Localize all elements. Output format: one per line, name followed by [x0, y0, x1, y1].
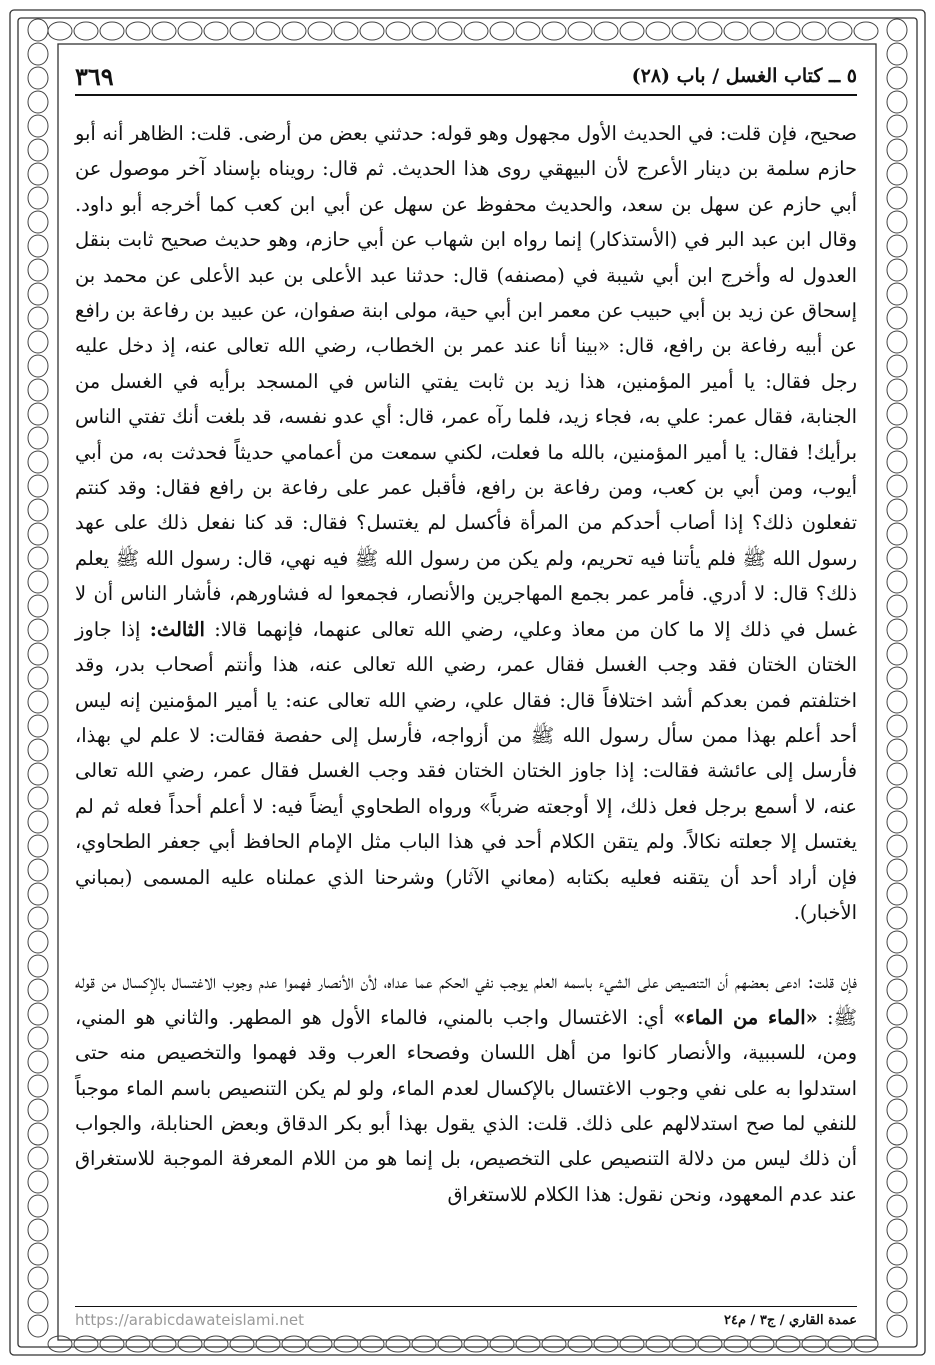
border-ornament: [28, 1027, 48, 1049]
border-ornament: [386, 22, 410, 40]
border-ornament: [282, 22, 306, 40]
border-ornament: [464, 1336, 488, 1352]
border-ornament: [620, 1336, 644, 1352]
border-ornament: [887, 403, 907, 425]
border-ornament: [126, 22, 150, 40]
border-ornament: [887, 67, 907, 89]
border-ornament: [360, 22, 384, 40]
border-ornament: [28, 883, 48, 905]
border-ornament: [28, 163, 48, 185]
border-ornament: [887, 379, 907, 401]
border-ornament: [334, 22, 358, 40]
border-ornament: [887, 1171, 907, 1193]
paragraph-1-text: صحيح، فإن قلت: في الحديث الأول مجهول وهو قوله: حدثني بعض من أرضى. قلت: الظاهر أنه أبو حازم سلمة بن دينار الأعرج لأن البيهقي روى هذا الحديث. ثم قال: رويناه بإسناد آخر موصول عن أبي حازم عن سهل بن سعد، والحديث محفوظ عن سهل عن أبي ابن كعب كما أخرجه أبو داود. وقال ابن عبد البر في (الأستذكار) إنما رواه ابن شهاب عن أبي حازم، وهو حديث صحيح ثابت بنقل العدول له وأخرج ابن أبي شيبة في (مصنفه) قال: حدثنا عبد الأعلى بن عبد الأعلى عن محمد بن إسحاق عن زيد بن أبي حبيب عن معمر ابن أبي حية، مولى ابنة صفوان، عن عبيد بن رفاعة بن رافع عن أبيه رفاعة بن رافع، قال: «بينا أنا عند عمر بن الخطاب، رضي الله تعالى عنه، إذ دخل عليه رجل فقال: يا أمير المؤمنين، هذا زيد بن ثابت يفتي الناس في المسجد برأيه في الغسل من الجنابة، فقال عمر: علي به، فجاء زيد، فلما رآه عمر، قال: أي عدو نفسه، قد بلغت أنك تفتي الناس برأيك! فقال: يا أمير المؤمنين، بالله ما فعلت، لكني سمعت من أعمامي حديثاً فحدثت به، من أبي أيوب، ومن أبي بن كعب، ومن رفاعة بن رافع، فأقبل عمر على رفاعة بن رافع فقال: وقد كنتم تفعلون ذلك؟ إذا أصاب أحدكم من المرأة فأكسل لم يغتسل؟ فقال: قد كنا نفعل ذلك على عهد رسول الله ﷺ فلم يأتنا فيه تحريم، ولم يكن من رسول الله ﷺ فيه نهي، قال: رسول الله ﷺ يعلم ذلك؟ قال: لا أدري. فأمر عمر بجمع المهاجرين والأنصار، فجمعوا له فشاورهم، فأشار الناس أن لا غسل في ذلك إلا ما كان من معاذ وعلي، رضي الله تعالى عنهما، فإنهما قالا:: [75, 122, 857, 641]
border-ornament: [334, 1336, 358, 1352]
border-ornament: [887, 571, 907, 593]
border-ornament: [887, 283, 907, 305]
border-ornament: [854, 1336, 878, 1352]
watermark-url: https://arabicdawateislami.net: [75, 1311, 305, 1329]
border-ornament: [204, 22, 228, 40]
border-ornament: [646, 22, 670, 40]
page-footer: [75, 1306, 857, 1333]
border-ornament: [887, 547, 907, 569]
border-ornament: [28, 1099, 48, 1121]
border-ornament: [887, 1195, 907, 1217]
border-ornament: [568, 1336, 592, 1352]
border-ornament: [750, 1336, 774, 1352]
border-ornament: [887, 1027, 907, 1049]
border-ornament: [887, 763, 907, 785]
border-ornament: [48, 22, 72, 40]
border-ornament: [28, 427, 48, 449]
border-ornament: [178, 1336, 202, 1352]
border-ornament: [887, 475, 907, 497]
border-ornament: [516, 1336, 540, 1352]
border-ornament: [28, 1003, 48, 1025]
border-ornament: [230, 1336, 254, 1352]
border-ornament: [887, 1051, 907, 1073]
border-ornament: [464, 22, 488, 40]
border-ornament: [28, 835, 48, 857]
border-ornament: [360, 1336, 384, 1352]
border-ornament: [28, 331, 48, 353]
border-ornament: [887, 355, 907, 377]
border-ornament: [28, 1243, 48, 1265]
border-ornament: [776, 1336, 800, 1352]
border-ornament: [412, 1336, 436, 1352]
border-ornament: [308, 22, 332, 40]
border-ornament: [620, 22, 644, 40]
border-ornament: [887, 1219, 907, 1241]
border-ornament: [594, 1336, 618, 1352]
border-ornament: [28, 1123, 48, 1145]
border-ornament: [28, 307, 48, 329]
border-ornament: [887, 667, 907, 689]
border-ornament: [887, 859, 907, 881]
border-ornament: [887, 451, 907, 473]
border-ornament: [230, 22, 254, 40]
border-ornament: [28, 499, 48, 521]
border-ornament: [542, 22, 566, 40]
border-ornament: [48, 1336, 72, 1352]
paragraph-1: [75, 116, 857, 930]
border-ornament: [438, 22, 462, 40]
border-ornament: [152, 22, 176, 40]
border-ornament: [698, 1336, 722, 1352]
border-ornament: [28, 1267, 48, 1289]
border-ornament: [28, 859, 48, 881]
border-ornament: [28, 379, 48, 401]
border-ornament: [28, 1075, 48, 1097]
border-ornament: [152, 1336, 176, 1352]
border-ornament: [887, 1315, 907, 1337]
border-ornament: [887, 1123, 907, 1145]
border-ornament: [28, 907, 48, 929]
border-ornament: [28, 283, 48, 305]
border-ornament: [887, 523, 907, 545]
border-ornament: [28, 1147, 48, 1169]
border-ornament: [802, 22, 826, 40]
border-ornament: [887, 955, 907, 977]
border-ornament: [28, 67, 48, 89]
border-ornament: [828, 22, 852, 40]
border-ornament: [646, 1336, 670, 1352]
border-ornament: [28, 667, 48, 689]
border-ornament: [28, 1195, 48, 1217]
border-ornament: [887, 643, 907, 665]
border-ornament: [887, 211, 907, 233]
border-ornament: [256, 22, 280, 40]
border-ornament: [887, 1267, 907, 1289]
border-ornament: [887, 811, 907, 833]
border-ornament: [126, 1336, 150, 1352]
border-ornament: [28, 19, 48, 41]
border-ornament: [490, 22, 514, 40]
border-ornament: [887, 1291, 907, 1313]
paragraph-2-text-a: فإن قلت: ادعى بعضهم أن التنصيص على الشيء باسمه العلم يوجب نفي الحكم عما عداه، لأن الأنصار فهموا عدم وجوب الاغتسال بالإكسال من قوله ﷺ:: [75, 970, 858, 1029]
border-ornament: [887, 187, 907, 209]
border-ornament: [100, 1336, 124, 1352]
border-ornament: [28, 211, 48, 233]
bold-term-third: الثالث:: [149, 617, 205, 641]
border-ornament: [28, 811, 48, 833]
border-ornament: [887, 595, 907, 617]
paragraph-2-text-b: أي: الاغتسال واجب بالمني، فالماء الأول هو المطهر. والثاني هو المني، ومن، للسببية، والأنصار كانوا من أهل اللسان وفصحاء العرب وقد فهموا والتخصيص منه حتى استدلوا به على نفي وجوب الاغتسال بالإكسال لعدم الماء، ولو لم يكن التنصيص باسم الماء موجباً للنفي لما صح استدلالهم على ذلك. قلت: الذي يقول بهذا أبو بكر الدقاق وبعض الحنابلة، والجواب أن ذلك ليس من دلالة التنصيص على التخصيص، بل إنما هو من اللام المعرفة الموجبة للاستغراق عند عدم المعهود، ونحن نقول: هذا الكلام للاستغراق: [75, 1005, 858, 1206]
border-ornament: [887, 331, 907, 353]
border-ornament: [28, 43, 48, 65]
border-ornament: [74, 1336, 98, 1352]
border-ornament: [887, 1243, 907, 1265]
border-ornament: [887, 427, 907, 449]
border-ornament: [28, 1051, 48, 1073]
border-ornament: [724, 22, 748, 40]
border-ornament: [28, 763, 48, 785]
border-ornament: [887, 499, 907, 521]
border-ornament: [28, 643, 48, 665]
border-ornament: [672, 1336, 696, 1352]
border-ornament: [28, 619, 48, 641]
border-ornament: [28, 1291, 48, 1313]
border-ornament: [28, 115, 48, 137]
running-title: ٥ ــ كتاب الغسل / باب (٢٨): [631, 65, 857, 87]
border-ornament: [28, 91, 48, 113]
border-ornament: [28, 235, 48, 257]
border-ornament: [438, 1336, 462, 1352]
border-ornament: [28, 979, 48, 1001]
border-ornament: [28, 355, 48, 377]
border-ornament: [28, 139, 48, 161]
border-ornament: [100, 22, 124, 40]
border-ornament: [28, 955, 48, 977]
border-ornament: [28, 715, 48, 737]
border-ornament: [256, 1336, 280, 1352]
border-ornament: [28, 259, 48, 281]
border-ornament: [887, 835, 907, 857]
border-ornament: [887, 163, 907, 185]
page-header: [75, 58, 857, 96]
border-ornament: [28, 691, 48, 713]
border-ornament: [28, 1315, 48, 1337]
border-ornament: [28, 1171, 48, 1193]
border-ornament: [887, 235, 907, 257]
border-ornament: [887, 43, 907, 65]
border-ornament: [74, 22, 98, 40]
border-ornament: [568, 22, 592, 40]
border-ornament: [887, 1147, 907, 1169]
border-ornament: [282, 1336, 306, 1352]
border-ornament: [887, 1099, 907, 1121]
border-ornament: [887, 739, 907, 761]
border-ornament: [28, 571, 48, 593]
border-ornament: [724, 1336, 748, 1352]
border-ornament: [887, 19, 907, 41]
border-ornament: [542, 1336, 566, 1352]
border-ornament: [594, 22, 618, 40]
border-ornament: [887, 931, 907, 953]
border-ornament: [802, 1336, 826, 1352]
border-ornament: [887, 1075, 907, 1097]
border-ornament: [28, 475, 48, 497]
border-ornament: [516, 22, 540, 40]
border-ornament: [887, 139, 907, 161]
border-ornament: [887, 907, 907, 929]
page-number: ٣٦٩: [75, 61, 114, 91]
border-ornament: [28, 187, 48, 209]
border-ornament: [828, 1336, 852, 1352]
border-ornament: [887, 307, 907, 329]
border-ornament: [490, 1336, 514, 1352]
border-ornament: [28, 523, 48, 545]
border-ornament: [28, 403, 48, 425]
border-ornament: [28, 547, 48, 569]
border-ornament: [854, 22, 878, 40]
border-ornament: [204, 1336, 228, 1352]
border-ornament: [887, 1003, 907, 1025]
border-ornament: [887, 883, 907, 905]
border-ornament: [672, 22, 696, 40]
border-ornament: [28, 739, 48, 761]
border-ornament: [887, 619, 907, 641]
border-ornament: [887, 259, 907, 281]
paragraph-2: [75, 964, 857, 1212]
border-ornament: [28, 1219, 48, 1241]
border-ornament: [28, 931, 48, 953]
border-ornament: [28, 451, 48, 473]
main-text: [75, 116, 857, 1212]
border-ornament: [386, 1336, 410, 1352]
border-ornament: [887, 691, 907, 713]
bold-term-hadith: «الماء من الماء»: [673, 1005, 818, 1029]
border-ornament: [887, 115, 907, 137]
border-ornament: [698, 22, 722, 40]
page: [75, 58, 857, 1333]
border-ornament: [887, 979, 907, 1001]
footer-reference: عمدة القاري / ج٣ / م٢٤: [724, 1312, 857, 1328]
border-ornament: [887, 715, 907, 737]
border-ornament: [28, 595, 48, 617]
border-ornament: [887, 91, 907, 113]
border-ornament: [776, 22, 800, 40]
paragraph-1-continuation: إذا جاوز الختان الختان فقد وجب الغسل فقال عمر، رضي الله تعالى عنه، هذا وأنتم أصحاب بدر، وقد اختلفتم فمن بعدكم أشد اختلافاً قال: فقال علي، رضي الله تعالى عنه: يا أمير المؤمنين إنه ليس أحد أعلم بهذا ممن سأل رسول الله ﷺ من أزواجه، فأرسل إلى حفصة فقالت: لا علم لي بهذا، فأرسل إلى عائشة فقالت: إذا جاوز الختان الختان فقد وجب الغسل فقال عمر، رضي الله تعالى عنه، لا أسمع برجل فعل ذلك، إلا أوجعته ضرباً» ورواه الطحاوي أيضاً فيه: لا أعلم أحداً فعله ثم لم يغتسل إلا جعلته نكالاً. ولم يتقن الكلام أحد في هذا الباب مثل الإمام الحافظ أبي جعفر الطحاوي، فإن أراد أحد أن يتقنه فعليه بكتابه (معاني الآثار) وشرحنا الذي عملناه عليه المسمى (بمباني الأخبار).: [75, 617, 857, 924]
border-ornament: [887, 787, 907, 809]
border-ornament: [178, 22, 202, 40]
border-ornament: [412, 22, 436, 40]
border-ornament: [750, 22, 774, 40]
border-ornament: [308, 1336, 332, 1352]
border-ornament: [28, 787, 48, 809]
